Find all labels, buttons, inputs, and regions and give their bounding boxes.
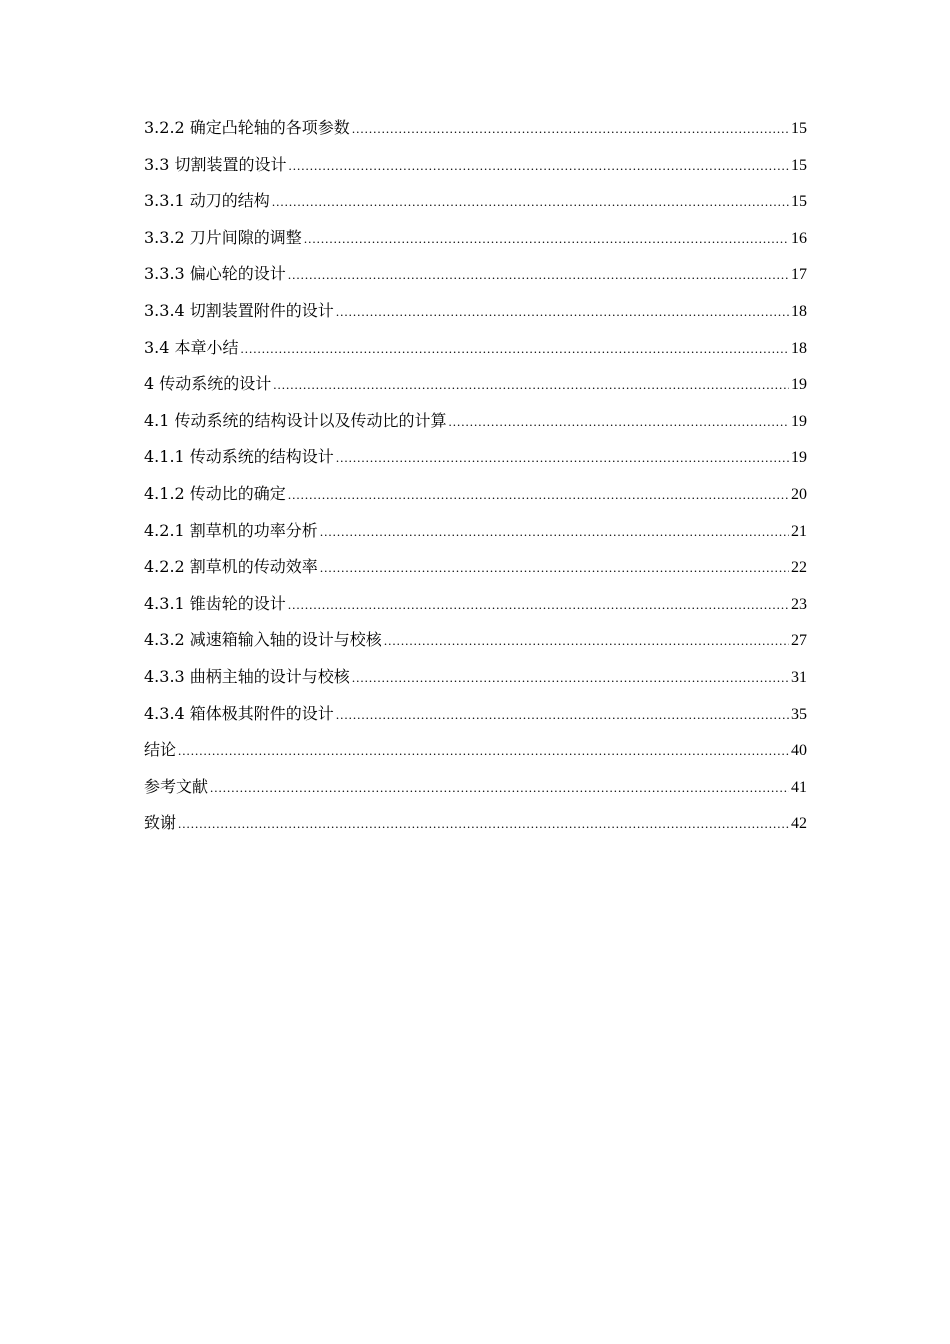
toc-entry-title: 参考文献: [144, 776, 209, 796]
toc-entry-page: 41: [791, 778, 807, 796]
toc-entry-page: 21: [791, 522, 807, 540]
toc-entry[interactable]: [144, 696, 807, 733]
toc-entry-title: 4.3.4 箱体极其附件的设计: [144, 703, 334, 723]
toc-dot-leader: [336, 440, 789, 477]
toc-dot-leader: [304, 221, 789, 258]
toc-dot-leader: [210, 770, 789, 807]
toc-dot-leader: [336, 294, 789, 331]
toc-entry[interactable]: [144, 732, 807, 769]
toc-dot-leader: [320, 550, 789, 587]
toc-entry[interactable]: [144, 183, 807, 220]
toc-dot-leader: [178, 806, 789, 843]
toc-entry[interactable]: [144, 110, 807, 147]
toc-entry[interactable]: [144, 805, 807, 842]
toc-entry[interactable]: [144, 769, 807, 806]
toc-entry[interactable]: [144, 256, 807, 293]
toc-entry-page: 19: [791, 412, 807, 430]
toc-entry-title: 致谢: [144, 813, 177, 833]
toc-entry[interactable]: [144, 476, 807, 513]
toc-entry-title: 4 传动系统的设计: [144, 374, 272, 394]
toc-entry-page: 18: [791, 339, 807, 357]
toc-dot-leader: [273, 367, 789, 404]
toc-entry-page: 18: [791, 302, 807, 320]
toc-entry[interactable]: [144, 366, 807, 403]
table-of-contents: [144, 110, 807, 842]
toc-entry-page: 17: [791, 266, 807, 284]
toc-entry-page: 15: [791, 193, 807, 211]
toc-entry-page: 20: [791, 485, 807, 503]
toc-entry-title: 结论: [144, 740, 177, 760]
toc-entry[interactable]: [144, 586, 807, 623]
toc-dot-leader: [352, 111, 789, 148]
toc-entry-page: 31: [791, 668, 807, 686]
toc-entry-page: 22: [791, 559, 807, 577]
toc-entry[interactable]: [144, 439, 807, 476]
toc-entry-title: 3.3.3 偏心轮的设计: [144, 264, 286, 284]
toc-entry[interactable]: [144, 659, 807, 696]
toc-entry[interactable]: [144, 330, 807, 367]
toc-entry-title: 4.1.2 传动比的确定: [144, 483, 286, 503]
toc-entry-title: 4.3.3 曲柄主轴的设计与校核: [144, 666, 350, 686]
toc-dot-leader: [272, 184, 789, 221]
toc-entry-title: 4.1.1 传动系统的结构设计: [144, 447, 334, 467]
toc-dot-leader: [241, 331, 789, 368]
toc-dot-leader: [289, 148, 789, 185]
toc-entry-title: 4.2.1 割草机的功率分析: [144, 520, 318, 540]
toc-entry-page: 40: [791, 742, 807, 760]
toc-dot-leader: [336, 697, 789, 734]
toc-entry[interactable]: [144, 513, 807, 550]
toc-entry-page: 19: [791, 449, 807, 467]
toc-dot-leader: [320, 514, 789, 551]
toc-entry-title: 4.3.1 锥齿轮的设计: [144, 593, 286, 613]
toc-entry[interactable]: [144, 622, 807, 659]
toc-entry-title: 3.3.2 刀片间隙的调整: [144, 227, 302, 247]
toc-entry-title: 4.3.2 减速箱输入轴的设计与校核: [144, 630, 382, 650]
toc-entry[interactable]: [144, 147, 807, 184]
toc-entry-page: 42: [791, 815, 807, 833]
toc-entry-title: 3.3 切割装置的设计: [144, 154, 287, 174]
toc-dot-leader: [352, 660, 789, 697]
toc-entry-title: 3.3.1 动刀的结构: [144, 191, 270, 211]
toc-dot-leader: [449, 404, 789, 441]
toc-entry[interactable]: [144, 220, 807, 257]
toc-entry[interactable]: [144, 549, 807, 586]
toc-entry-title: 3.4 本章小结: [144, 337, 239, 357]
toc-entry-page: 15: [791, 156, 807, 174]
toc-entry-title: 3.2.2 确定凸轮轴的各项参数: [144, 118, 350, 137]
toc-entry-page: 19: [791, 376, 807, 394]
toc-entry-title: 4.1 传动系统的结构设计以及传动比的计算: [144, 410, 447, 430]
toc-dot-leader: [288, 587, 789, 624]
toc-entry-page: 16: [791, 229, 807, 247]
toc-entry[interactable]: [144, 293, 807, 330]
toc-entry-title: 3.3.4 切割装置附件的设计: [144, 300, 334, 320]
toc-dot-leader: [288, 477, 789, 514]
toc-entry-page: 23: [791, 595, 807, 613]
toc-entry-page: 27: [791, 632, 807, 650]
toc-dot-leader: [178, 733, 789, 770]
toc-entry-page: 35: [791, 705, 807, 723]
toc-entry-page: 15: [791, 120, 807, 137]
toc-dot-leader: [384, 623, 789, 660]
toc-dot-leader: [288, 257, 789, 294]
toc-entry-title: 4.2.2 割草机的传动效率: [144, 557, 318, 577]
toc-entry[interactable]: [144, 403, 807, 440]
